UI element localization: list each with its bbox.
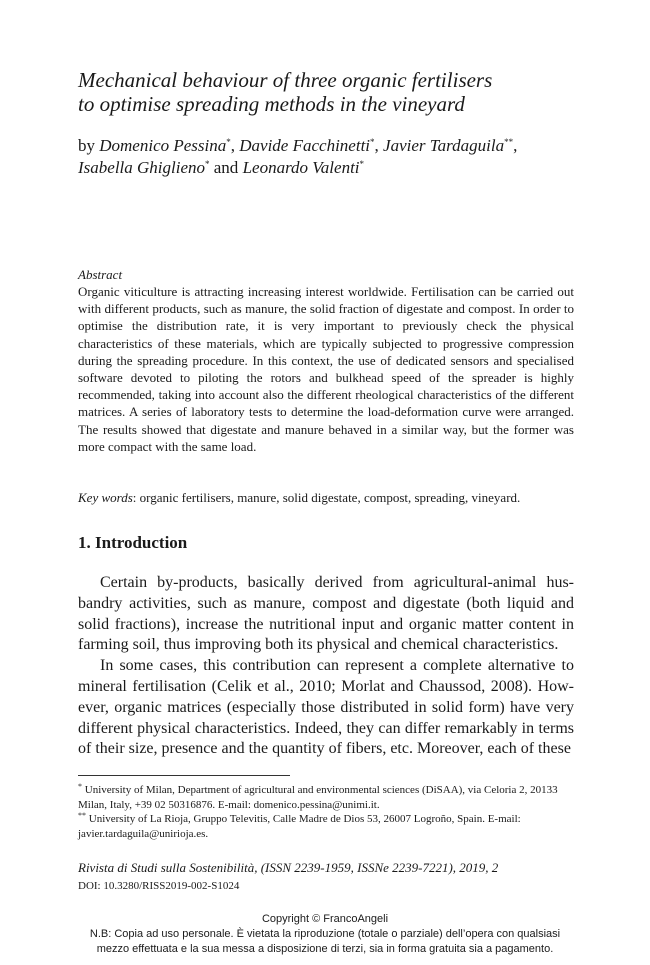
body-text: [78, 573, 574, 760]
footnote-mark: *: [78, 782, 82, 791]
journal-citation: Rivista di Studi sulla Sostenibilità, (ISSN 2239-1959, ISSNe 2239-7221), 2019, 2: [78, 860, 499, 875]
section-heading: 1. Introduction: [78, 533, 188, 552]
paragraph: In some cases, this contribution can represent a complete alternative to mineral fertilisation (Celik et al., 2010; Morlat and Chaussod, 2008). However, organic matrices (especially those distributed in solid form) have very different physical characteristics. Indeed, they can differ remarkably in terms of their size, presence and the quantity of fibers, etc. Moreover, each of these: [78, 657, 574, 758]
author-name: Davide Facchinetti: [239, 136, 371, 155]
paragraph: Certain by-products, basically derived from agricultural-animal husbandry activities, such as manure, compost and digestate (both liquid and solid fractions), increase the nutritional input and organic matter content in farming soil, thus improving both its physical and chemical characteristics.: [78, 574, 574, 654]
footnote: [78, 783, 574, 812]
footnote-divider: [78, 775, 290, 776]
abstract-text: Organic viticulture is attracting increasing interest worldwide. Fertilisation can be carried out with different products, such as manure, the solid fraction of digestate and compost. In order to optimise the distribution rate, it is very important to previously check the physical characteristics of these materials, which are typically subjected to progressive compression during the spreading procedure. In this context, the use of dedicated sensors and specialised software devoted to piloting the rotors and bulkhead speed of the spreader is highly recommended, taking into account also the different rheological characteristics of the different matrices. A series of laboratory tests to determine the load-deformation curve were arranged. The results showed that digestate and manure behaved in a similar way, but the former was more compact with the same load.: [78, 284, 574, 454]
author-name: Isabella Ghiglieno: [78, 158, 206, 177]
footnote-mark: **: [78, 811, 86, 820]
doi: DOI: 10.3280/RISS2019-002-S1024: [78, 880, 240, 892]
footnotes: [78, 783, 574, 841]
abstract-label: Abstract: [78, 267, 123, 282]
and-label: and: [213, 158, 239, 177]
footnote-text: University of La Rioja, Gruppo Televitis, Calle Madre de Dios 53, 26007 Logroño, Spain. E-mail: javier.tardaguila@unirioja.es.: [78, 813, 521, 840]
affiliation-mark: **: [504, 137, 514, 147]
author-name: Javier Tardaguila: [383, 136, 505, 155]
affiliation-mark: *: [205, 159, 210, 169]
author-name: Leonardo Valenti: [242, 158, 360, 177]
copyright-notice: [0, 912, 650, 957]
affiliation-mark: *: [370, 137, 375, 147]
title-line-1: Mechanical behaviour of three organic fertilisers: [78, 68, 493, 92]
copyright-line: mezzo effettuata e la sua messa a disposizione di terzi, sia in forma gratuita sia a pagamento.: [96, 943, 554, 955]
keywords-text: : organic fertilisers, manure, solid digestate, compost, spreading, vineyard.: [132, 490, 521, 505]
copyright-line: Copyright © FrancoAngeli: [261, 913, 389, 925]
affiliation-mark: *: [226, 137, 231, 147]
author-name: Domenico Pessina: [99, 136, 227, 155]
footnote: [78, 812, 574, 841]
keywords: [78, 489, 578, 506]
keywords-label: Key words: [78, 490, 133, 505]
paper-title: [78, 68, 598, 116]
affiliation-mark: *: [359, 159, 365, 169]
by-label: by: [78, 136, 95, 155]
title-line-2: to optimise spreading methods in the vineyard: [78, 92, 465, 116]
author-list: by Domenico Pessina*, Davide Facchinetti*, Javier Tardaguila**, Isabella Ghiglieno* and Leonardo Valenti*: [78, 136, 518, 177]
footnote-text: University of Milan, Department of agricultural and environmental sciences (DiSAA), via Celoria 2, 20133 Milan, Italy, +39 02 50316876. E-mail: domenico.pessina@unimi.it.: [78, 784, 558, 811]
copyright-line: N.B: Copia ad uso personale. È vietata la riproduzione (totale o parziale) dell’opera con qualsiasi: [89, 928, 561, 940]
